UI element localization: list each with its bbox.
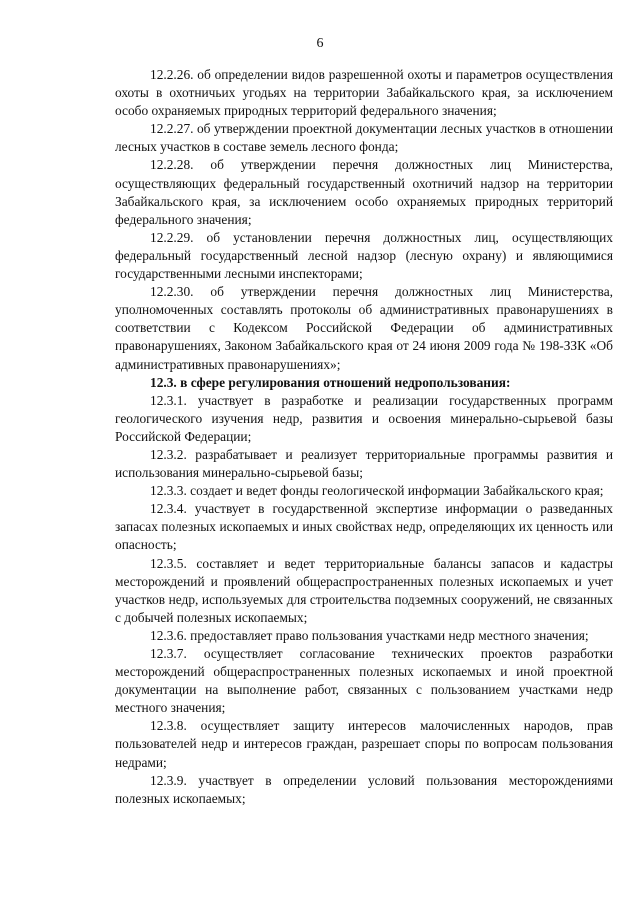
document-body bbox=[115, 66, 613, 808]
paragraph-12-2-27: 12.2.27. об утверждении проектной документации лесных участков в отношении лесных участков в составе земель лесного фонда; bbox=[115, 121, 613, 155]
paragraph-12-3-9: 12.3.9. участвует в определении условий пользования месторождениями полезных ископаемых; bbox=[115, 772, 613, 806]
paragraph-12-2-26: 12.2.26. об определении видов разрешенной охоты и параметров осуществления охоты в охотничьих угодьях на территории Забайкальского края, за исключением особо охраняемых природных территорий федерального значения; bbox=[115, 67, 613, 119]
paragraph-12-3-2: 12.3.2. разрабатывает и реализует территориальные программы развития и использования минерально-сырьевой базы; bbox=[115, 446, 613, 481]
page-number: 6 bbox=[316, 36, 324, 51]
paragraph-12-2-30: 12.2.30. об утверждении перечня должностных лиц Министерства, уполномоченных составлять протоколы об административных правонарушениях в соответствии с Кодексом Российской Федерации об административных правонарушениях, Законом Забайкальского края от 24 июня 2009 года № 198-ЗЗК «Об административных правонарушениях»; bbox=[115, 284, 613, 372]
paragraph-12-2-29: 12.2.29. об установлении перечня должностных лиц, осуществляющих федеральный государственный лесной надзор (лесную охрану) и являющимися государственными лесными инспекторами; bbox=[115, 229, 613, 282]
section-heading-12-3: 12.3. в сфере регулирования отношений недропользования: bbox=[150, 374, 511, 390]
paragraph-12-3-6: 12.3.6. предоставляет право пользования участками недр местного значения; bbox=[150, 627, 589, 643]
paragraph-12-2-28: 12.2.28. об утверждении перечня должностных лиц Министерства, осуществляющих федеральный государственный охотничий надзор на территории Забайкальского края, за исключением особо охраняемых природных территорий федерального значения; bbox=[115, 157, 613, 227]
paragraph-12-3-7: 12.3.7. осуществляет согласование технических проектов разработки месторождений общераспространенных полезных ископаемых и иной проектной документации на выполнение работ, связанных с пользованием участками недр местного значения; bbox=[115, 646, 613, 716]
paragraph-12-3-4: 12.3.4. участвует в государственной экспертизе информации о разведанных запасах полезных ископаемых и иных свойствах недр, определяющих их ценность или опасность; bbox=[115, 501, 613, 553]
paragraph-12-3-5: 12.3.5. составляет и ведет территориальные балансы запасов и кадастры месторождений и проявлений общераспространенных полезных ископаемых и учет участков недр, используемых для строительства подземных сооружений, не связанных с добычей полезных ископаемых; bbox=[115, 555, 613, 625]
paragraph-12-3-8: 12.3.8. осуществляет защиту интересов малочисленных народов, прав пользователей недр и интересов граждан, разрешает споры по вопросам пользования недрами; bbox=[115, 718, 613, 770]
paragraph-12-3-3: 12.3.3. создает и ведет фонды геологической информации Забайкальского края; bbox=[150, 483, 604, 499]
paragraph-12-3-1: 12.3.1. участвует в разработке и реализации государственных программ геологического изучения недр, развития и освоения минерально-сырьевой базы Российской Федерации; bbox=[115, 392, 613, 444]
